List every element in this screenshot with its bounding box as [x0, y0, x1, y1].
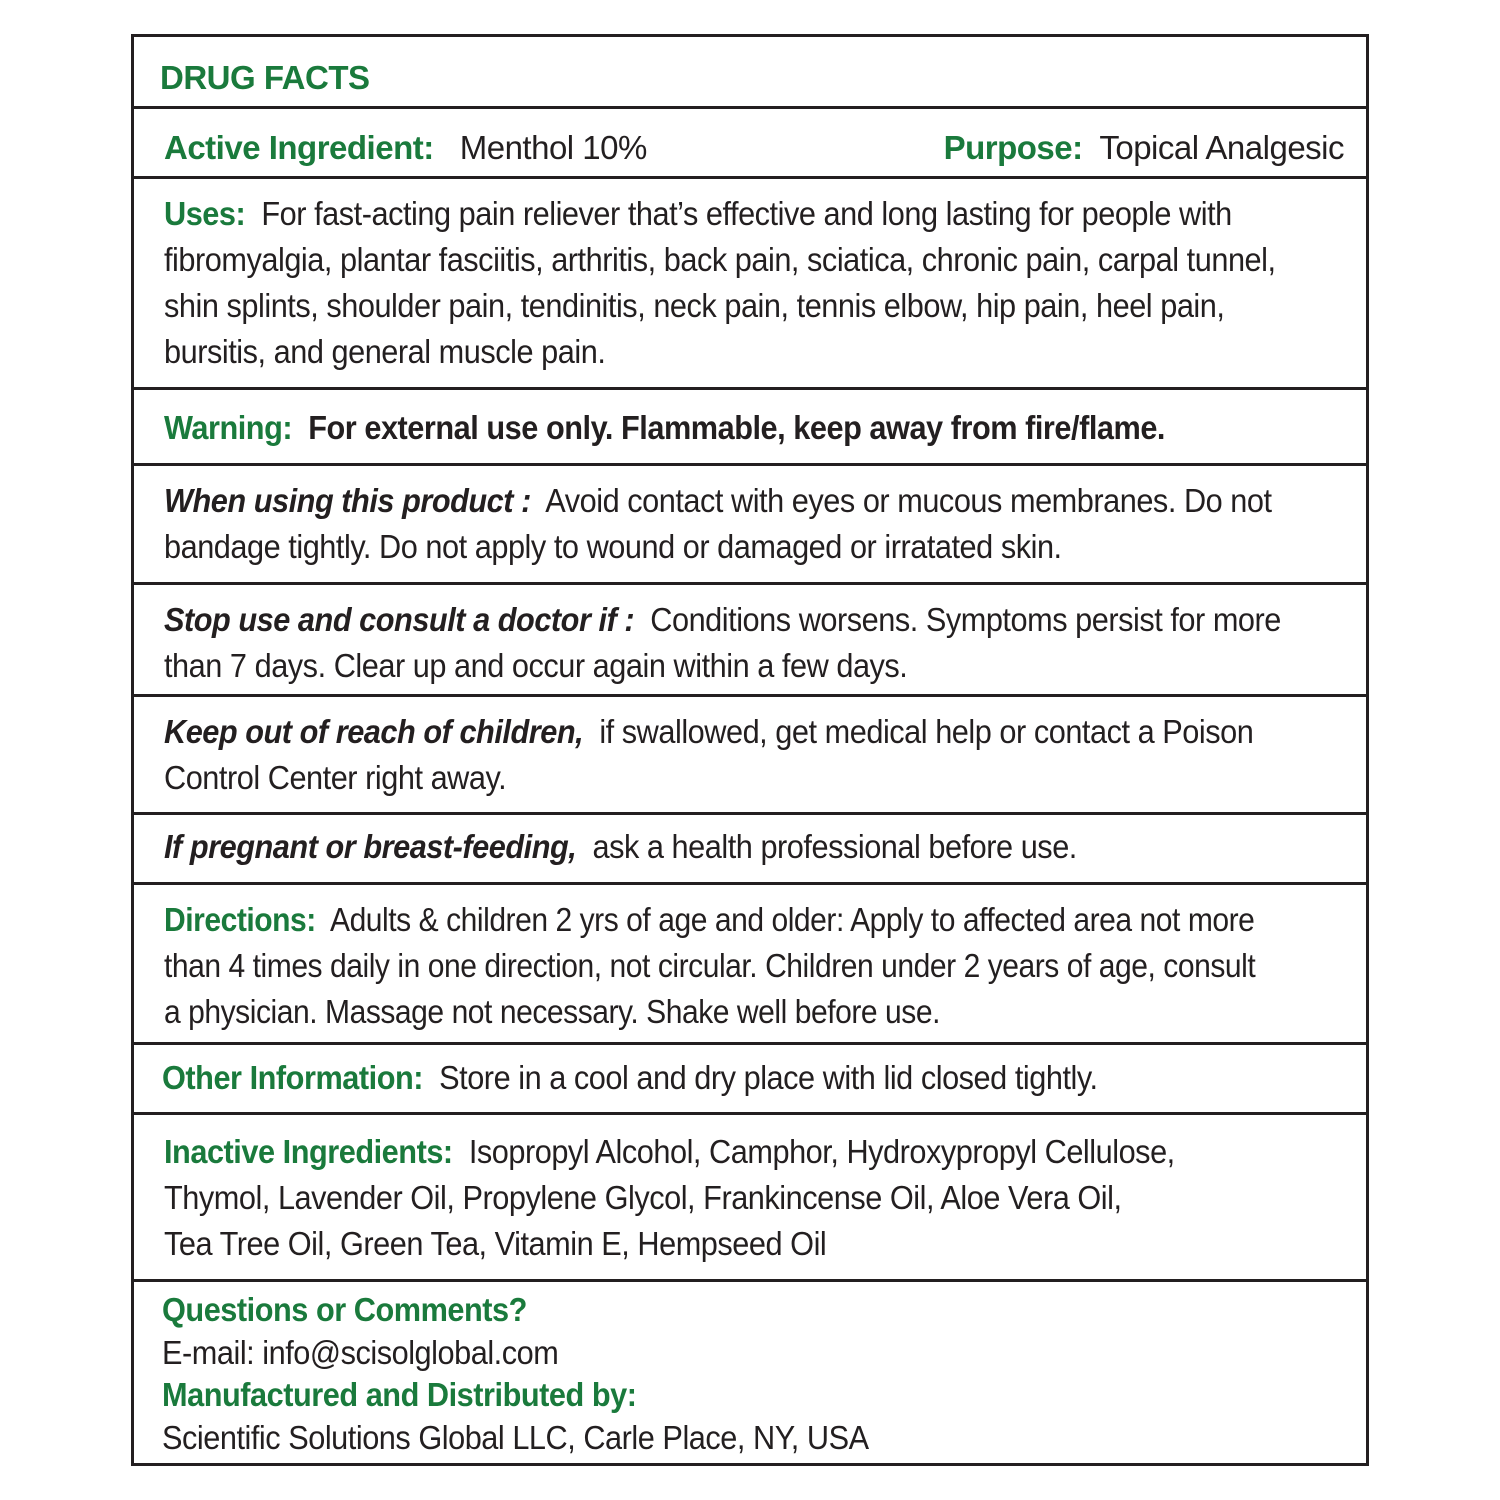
keep-out-label: Keep out of reach of children,	[164, 713, 584, 750]
purpose	[944, 125, 1344, 171]
other-info-row	[134, 1045, 1366, 1115]
warning-value: For external use only. Flammable, keep away from fire/flame.	[308, 409, 1165, 446]
uses-line-1: Uses: For fast-acting pain reliever that’s effective and long lasting for people with	[164, 195, 1232, 232]
active-ingredient-value: Menthol 10%	[459, 129, 647, 166]
inactive-line-3: Tea Tree Oil, Green Tea, Vitamin E, Hempseed Oil	[164, 1225, 827, 1262]
contact-text	[162, 1289, 1267, 1459]
keep-out-line-1: Keep out of reach of children, if swallowed, get medical help or contact a Poison	[164, 713, 1254, 750]
drug-facts-title: DRUG FACTS	[160, 59, 370, 96]
when-using-label: When using this product :	[164, 482, 531, 519]
inactive-line-1: Inactive Ingredients: Isopropyl Alcohol, Camphor, Hydroxypropyl Cellulose,	[164, 1133, 1175, 1170]
purpose-label: Purpose:	[943, 129, 1083, 166]
pregnant-row	[134, 815, 1366, 885]
keep-out-line-2: Control Center right away.	[164, 759, 507, 796]
directions-line-1: Directions: Adults & children 2 yrs of age and older: Apply to affected area not more	[164, 901, 1255, 938]
active-ingredient-label: Active Ingredient:	[164, 129, 434, 166]
stop-use-line-1: Stop use and consult a doctor if : Conditions worsens. Symptoms persist for more	[164, 601, 1281, 638]
directions-label: Directions:	[164, 901, 316, 938]
warning-text	[164, 405, 1267, 451]
uses-label: Uses:	[164, 195, 246, 232]
other-info-value: Store in a cool and dry place with lid closed tightly.	[439, 1059, 1098, 1096]
pregnant-value: ask a health professional before use.	[592, 828, 1077, 865]
stop-use-text	[164, 597, 1281, 689]
uses-text	[164, 191, 1276, 375]
active-purpose-row	[134, 109, 1366, 179]
contact-email: E-mail: info@scisolglobal.com	[162, 1333, 559, 1371]
directions-line-2: than 4 times daily in one direction, not circular. Children under 2 years of age, consult	[164, 947, 1256, 984]
when-using-row	[134, 466, 1366, 585]
when-using-line-2: bandage tightly. Do not apply to wound or damaged or irratated skin.	[164, 528, 1062, 565]
pregnant-label: If pregnant or breast-feeding,	[164, 828, 577, 865]
directions-row	[134, 885, 1366, 1045]
purpose-value: Topical Analgesic	[1099, 129, 1344, 166]
inactive-line-2: Thymol, Lavender Oil, Propylene Glycol, Frankincense Oil, Aloe Vera Oil,	[164, 1179, 1122, 1216]
keep-out-text	[164, 709, 1267, 801]
keep-out-row	[134, 697, 1366, 815]
inactive-row	[134, 1115, 1366, 1282]
uses-row	[134, 179, 1366, 390]
manufacturer-name: Scientific Solutions Global LLC, Carle Place, NY, USA	[162, 1418, 869, 1456]
warning-row	[134, 390, 1366, 466]
manufacturer-label: Manufactured and Distributed by:	[162, 1376, 637, 1413]
stop-use-label: Stop use and consult a doctor if :	[164, 601, 635, 638]
uses-line-2: fibromyalgia, plantar fasciitis, arthritis, back pain, sciatica, chronic pain, carpal tunnel,	[164, 241, 1276, 278]
contact-row	[134, 1282, 1366, 1463]
questions-label: Questions or Comments?	[162, 1291, 527, 1328]
directions-line-3: a physician. Massage not necessary. Shake well before use.	[164, 993, 940, 1030]
uses-line-3: shin splints, shoulder pain, tendinitis, neck pain, tennis elbow, hip pain, heel pain,	[164, 287, 1225, 324]
stop-use-row	[134, 585, 1366, 697]
other-info-label: Other Information:	[162, 1059, 424, 1096]
when-using-text	[164, 478, 1272, 570]
inactive-label: Inactive Ingredients:	[164, 1133, 453, 1170]
stop-use-line-2: than 7 days. Clear up and occur again within a few days.	[164, 647, 908, 684]
warning-label: Warning:	[164, 409, 293, 446]
uses-line-4: bursitis, and general muscle pain.	[164, 333, 606, 370]
drug-facts-panel	[131, 34, 1369, 1466]
title-row	[134, 37, 1366, 109]
directions-text	[164, 897, 1256, 1035]
inactive-text	[164, 1129, 1267, 1267]
when-using-line-1: When using this product : Avoid contact with eyes or mucous membranes. Do not	[164, 482, 1272, 519]
pregnant-text	[164, 824, 1267, 870]
other-info-text	[162, 1055, 1267, 1101]
